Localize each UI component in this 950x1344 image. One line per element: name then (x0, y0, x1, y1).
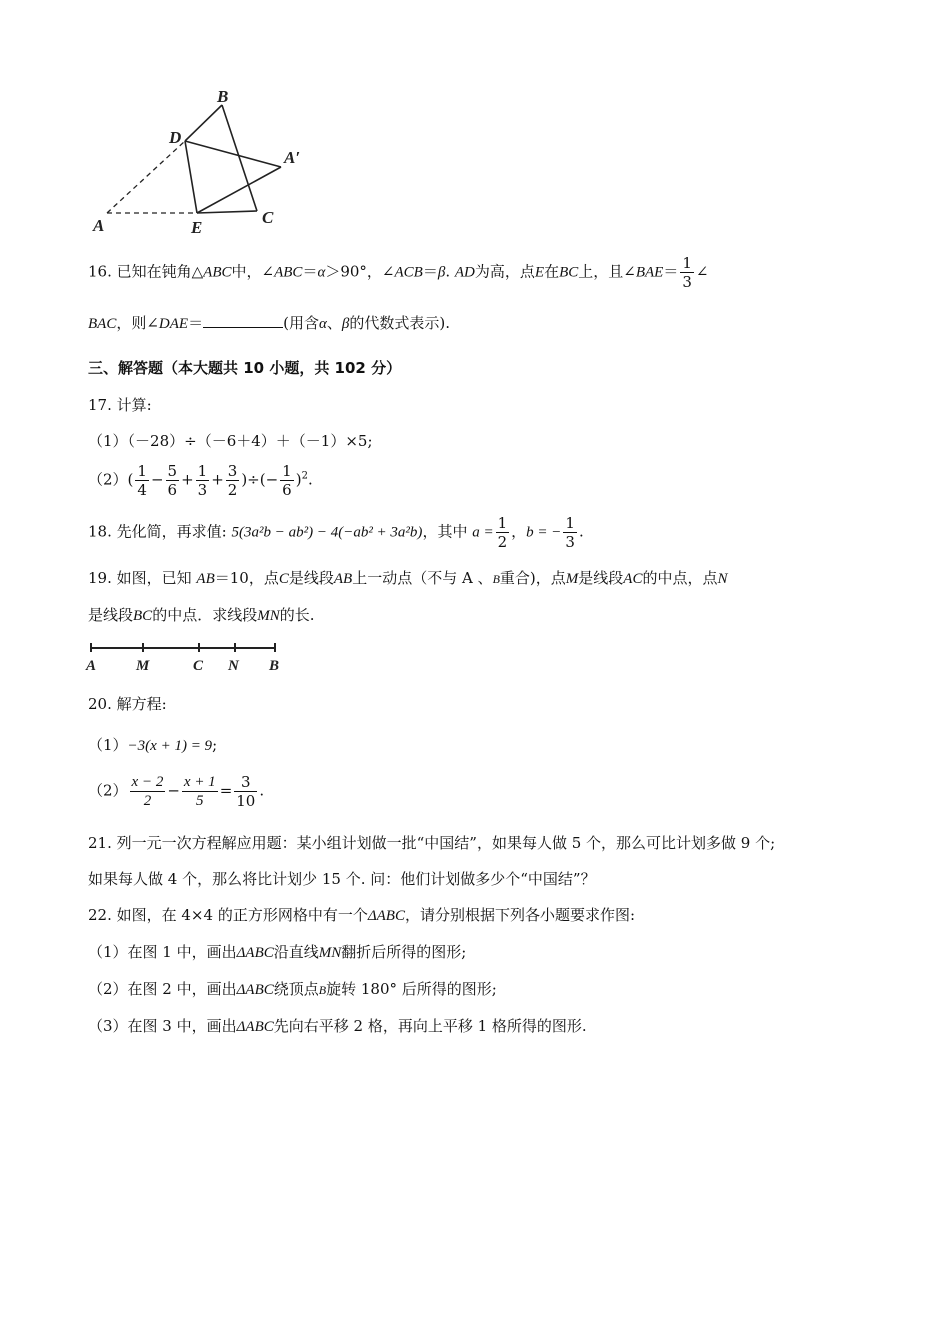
label-C: C (262, 208, 274, 227)
label-D: D (169, 128, 182, 147)
question-19-line1: 19. 如图，已知 AB＝10，点C是线段AB上一动点（不与 A 、B重合)，点M是线段AC的中点，点N (88, 569, 728, 587)
fraction-one-third: $\frac{1}{3}$ (682, 254, 692, 291)
label-C: C (193, 658, 204, 674)
section-heading: 三、解答题（本大题共 10 小题，共 102 分） (88, 359, 402, 377)
fold-triangle-figure (85, 85, 315, 240)
question-20-title: 20. 解方程: (88, 695, 167, 713)
segment-BC (222, 105, 257, 211)
question-22-line1: 22. 如图，在 4×4 的正方形网格中有一个ΔABC，请分别根据下列各小题要求作图: (88, 906, 636, 924)
label-B: B (269, 658, 280, 674)
question-16-line1: 16. 已知在钝角△ABC中，∠ABC＝α＞90°，∠ACB＝β. AD为高，点E在BC上，且∠BAE＝ $\frac{1}{3}$ ∠ (88, 254, 709, 291)
question-17-part2: （2）( $\frac{1}{4}$ − $\frac{5}{6}$ + $\frac{1}{3}$ + $\frac{3}{2}$ )÷(− $\frac{1}{6}$ )$^2$. (88, 462, 313, 499)
question-19-line2: 是线段BC的中点．求线段MN的长. (88, 606, 315, 624)
segment-DA-prime (185, 141, 281, 167)
question-17-part1: （1）（－28）÷（－6＋4）＋（－1）×5; (88, 432, 373, 450)
question-20-part2: （2） $\frac{x - 2}{2}$ − $\frac{x + 1}{5}$ = $\frac{3}{10}$ . (88, 773, 265, 810)
label-A: A (86, 658, 97, 674)
question-20-part1: （1）−3(x + 1) = 9; (88, 736, 218, 754)
segment-DE (185, 141, 197, 213)
label-N: N (228, 658, 239, 674)
segment-BD (185, 105, 222, 141)
question-18: 18. 先化简，再求值: 5(3a²b − ab²) − 4(−ab² + 3a²b)，其中 a = $\frac{1}{2}$ ，b = − $\frac{1}{3}$ . (88, 514, 584, 551)
segment-AD (107, 141, 185, 213)
segment-EC (197, 211, 257, 213)
answer-blank[interactable] (203, 313, 283, 328)
label-B: B (217, 87, 229, 106)
question-22-part1: （1）在图 1 中，画出ΔABC沿直线MN翻折后所得的图形; (88, 943, 467, 961)
label-A-prime: A′ (284, 148, 301, 167)
question-16-line2: BAC，则∠DAE＝ (用含α、β的代数式表示). (88, 314, 450, 332)
label-E: E (191, 218, 203, 237)
label-A: A (93, 216, 105, 235)
question-21-line1: 21. 列一元一次方程解应用题：某小组计划做一批“中国结”，如果每人做 5 个，那么可比计划多做 9 个; (88, 834, 776, 852)
question-22-part2: （2）在图 2 中，画出ΔABC绕顶点B旋转 180° 后所得的图形; (88, 980, 497, 998)
question-17-title: 17. 计算: (88, 396, 152, 414)
segment-EA-prime (197, 167, 281, 213)
segment-figure (85, 640, 295, 678)
question-21-line2: 如果每人做 4 个，那么将比计划少 15 个. 问：他们计划做多少个“中国结”？ (88, 870, 596, 888)
label-M: M (136, 658, 150, 674)
question-22-part3: （3）在图 3 中，画出ΔABC先向右平移 2 格，再向上平移 1 格所得的图形. (88, 1017, 587, 1035)
